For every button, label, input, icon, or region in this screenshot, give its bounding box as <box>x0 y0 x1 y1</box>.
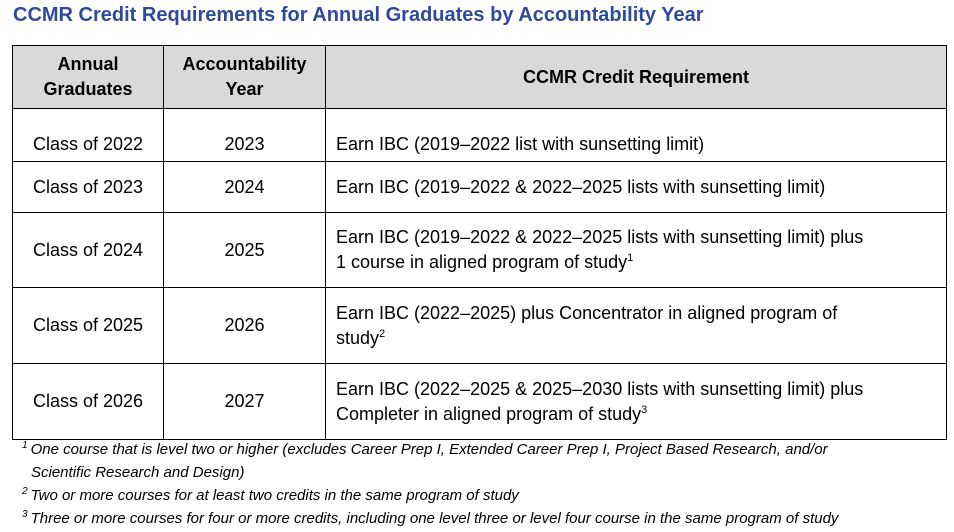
requirement-line2: Completer in aligned program of study <box>336 403 642 424</box>
cell-year: 2023 <box>164 109 326 162</box>
requirement-line2: 1 course in aligned program of study <box>336 252 628 272</box>
header-ccmr-credit-requirement: CCMR Credit Requirement <box>326 46 947 109</box>
requirement-line1: Earn IBC (2019–2022 & 2022–2025 lists with sunsetting limit) plus <box>336 227 864 247</box>
cell-graduates: Class of 2023 <box>13 162 164 213</box>
header-accountability-year-line2: Year <box>225 79 264 99</box>
table-row <box>13 364 947 440</box>
header-annual-graduates-line2: Graduates <box>43 79 133 99</box>
header-accountability-year <box>164 46 326 109</box>
footnote-text: Two or more courses for at least two credits in the same program of study <box>30 487 519 504</box>
cell-requirement <box>326 213 947 288</box>
footnote-mark: 1 <box>22 440 28 451</box>
ccmr-requirements-table <box>12 45 947 440</box>
cell-year: 2025 <box>164 213 326 288</box>
cell-requirement: Earn IBC (2019–2022 & 2022–2025 lists with sunsetting limit) <box>326 162 947 213</box>
table-row <box>13 109 947 162</box>
footnote-1 <box>22 438 942 484</box>
page-title: CCMR Credit Requirements for Annual Graduates by Accountability Year <box>13 4 704 26</box>
footnote-3 <box>22 507 942 530</box>
cell-requirement <box>326 288 947 364</box>
table-header-row <box>13 46 947 109</box>
header-annual-graduates <box>13 46 164 109</box>
cell-year: 2027 <box>164 364 326 440</box>
footnote-mark: 3 <box>22 509 28 520</box>
requirement-line1: Earn IBC (2022–2025) plus Concentrator in aligned program of <box>336 302 838 323</box>
header-annual-graduates-line1: Annual <box>57 54 119 74</box>
cell-year: 2026 <box>164 288 326 364</box>
table-row <box>13 213 947 288</box>
footnote-mark: 2 <box>22 486 28 497</box>
cell-year: 2024 <box>164 162 326 213</box>
footnote-ref: 1 <box>627 252 634 264</box>
cell-graduates: Class of 2022 <box>13 109 164 162</box>
cell-requirement <box>326 364 947 440</box>
footnote-text-continued: Scientific Research and Design) <box>31 464 245 481</box>
footnote-2 <box>22 484 942 507</box>
cell-requirement: Earn IBC (2019–2022 list with sunsetting limit) <box>326 109 947 162</box>
header-accountability-year-line1: Accountability <box>182 54 307 74</box>
footnote-ref: 2 <box>379 327 386 340</box>
footnote-text: Three or more courses for four or more credits, including one level three or level four course in the same program of study <box>30 510 839 527</box>
footnote-text: One course that is level two or higher (excludes Career Prep I, Extended Career Prep I, Project Based Research, and/or <box>30 441 828 458</box>
footnote-ref: 3 <box>641 403 648 416</box>
cell-graduates: Class of 2025 <box>13 288 164 364</box>
footnotes <box>22 438 942 530</box>
requirement-line1: Earn IBC (2022–2025 & 2025–2030 lists with sunsetting limit) plus <box>336 378 864 399</box>
table-row <box>13 162 947 213</box>
cell-graduates: Class of 2024 <box>13 213 164 288</box>
cell-graduates: Class of 2026 <box>13 364 164 440</box>
table-row <box>13 288 947 364</box>
requirement-line2: study <box>336 327 380 348</box>
